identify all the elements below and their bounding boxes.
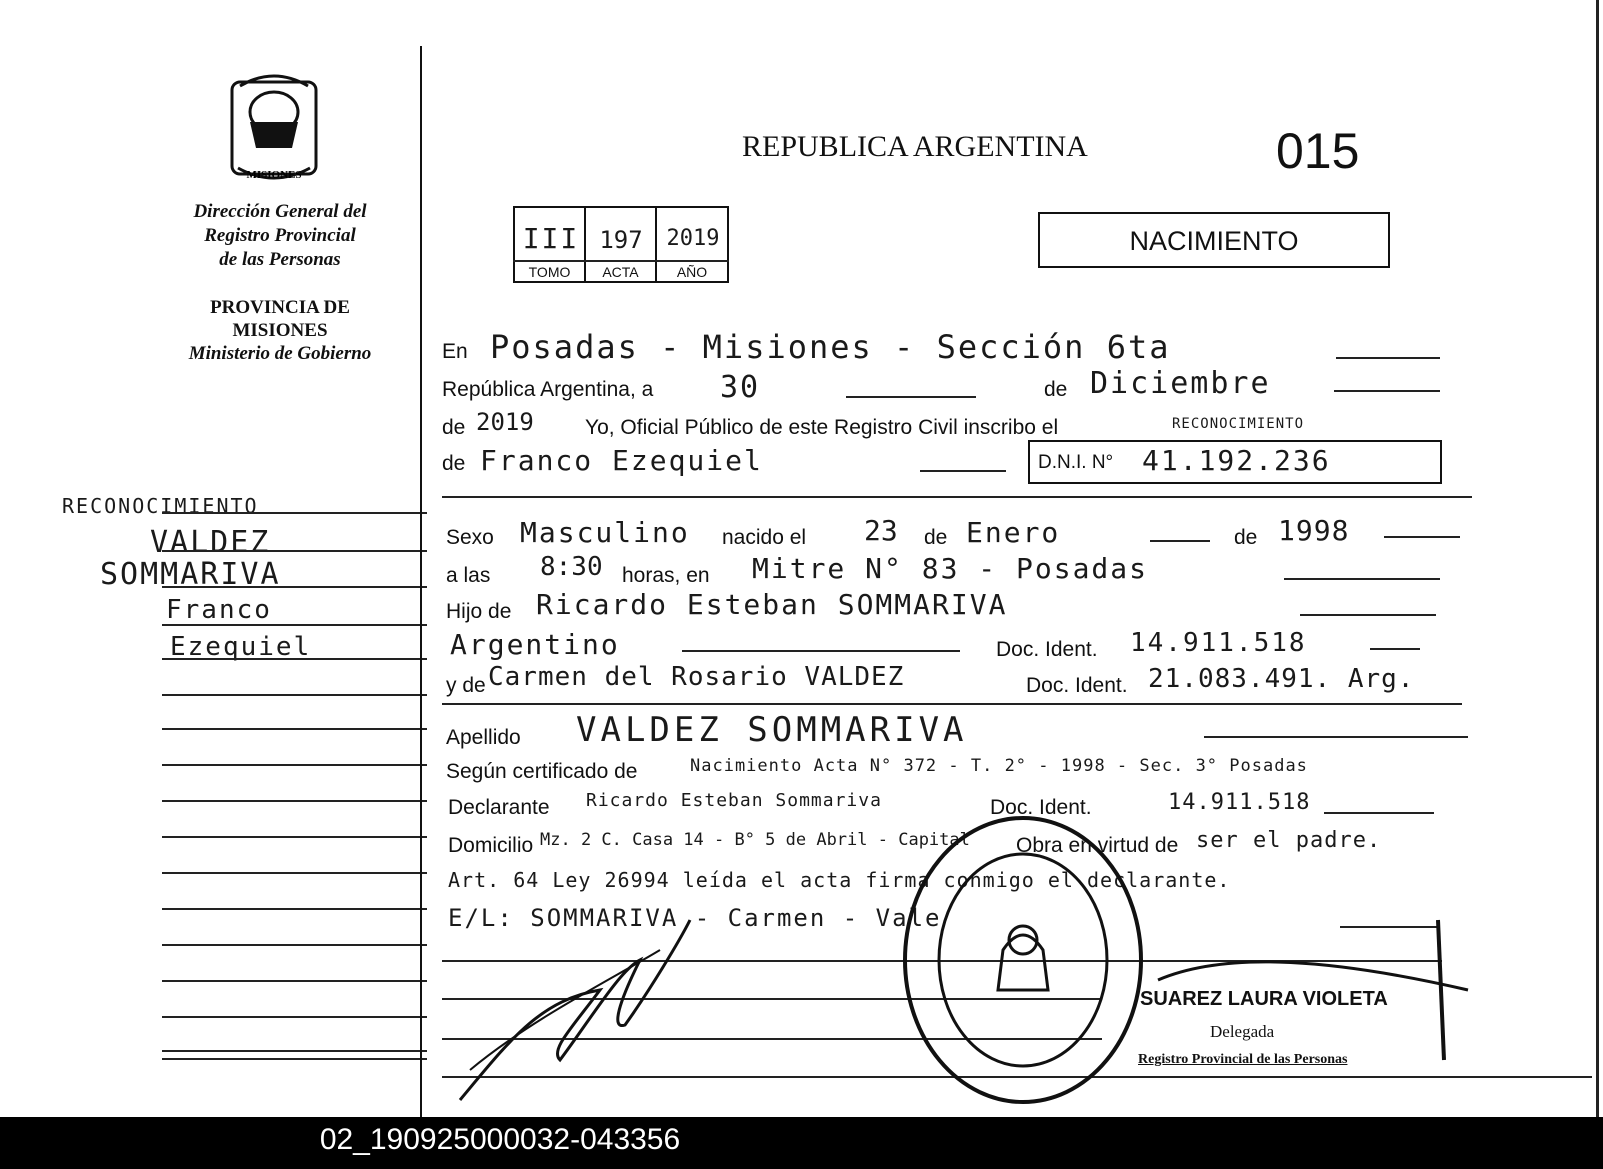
margin-line [162, 908, 427, 910]
section-divider [442, 496, 1472, 498]
document-type-box [1038, 212, 1390, 268]
act-type-value: RECONOCIMIENTO [1172, 416, 1305, 432]
dni-value: 41.192.236 [1142, 444, 1331, 477]
horas-label: horas, en [622, 564, 710, 587]
office-line: Registro Provincial [204, 225, 356, 246]
mother-doc-value: 21.083.491. Arg. [1148, 664, 1415, 694]
nacido-label: nacido el [722, 526, 807, 549]
declarant-doc-value: 14.911.518 [1168, 790, 1311, 815]
official-round-stamp [898, 810, 1148, 1110]
en-label: En [442, 340, 468, 363]
birth-time-value: 8:30 [540, 552, 603, 582]
provincial-seal-emblem [218, 72, 330, 188]
yo-text: Yo, Oficial Público de este Registro Civil inscribo el [585, 416, 1059, 439]
margin-line [162, 1016, 427, 1018]
doc-label: Doc. Ident. [996, 638, 1098, 661]
fill-line [1370, 648, 1420, 650]
yde-label: y de [446, 674, 486, 697]
margin-line [162, 586, 427, 588]
province-heading [150, 296, 410, 365]
de3-label: de [442, 452, 466, 475]
anio-label: AÑO [676, 264, 708, 280]
segun-label: Según certificado de [446, 760, 638, 783]
alas-label: a las [446, 564, 491, 587]
official-title: Delegada [1210, 1022, 1275, 1041]
declarante-label: Declarante [448, 796, 550, 819]
mother-value: Carmen del Rosario VALDEZ [488, 662, 905, 692]
page-edge [1596, 0, 1599, 1118]
page-number: 015 [1276, 123, 1360, 179]
fill-line [1384, 536, 1460, 538]
doc3-label: Doc. Ident. [990, 796, 1092, 819]
handwritten-note: Art. 64 Ley 26994 leída el acta firma conmigo el declarante. [448, 868, 1231, 892]
acta-value: 197 [599, 226, 643, 254]
file-id: 02_190925000032-043356 [319, 1123, 681, 1156]
province-line: MISIONES [232, 320, 328, 341]
margin-note-line: Ezequiel [170, 632, 312, 662]
office-heading [150, 200, 410, 272]
office-line: Dirección General del [193, 201, 367, 222]
month-value: Diciembre [1090, 366, 1271, 401]
margin-line [162, 764, 427, 766]
birth-year-value: 1998 [1278, 514, 1350, 547]
fill-line [1336, 357, 1440, 359]
margin-line [162, 944, 427, 946]
section-divider [442, 703, 1462, 705]
declarant-value: Ricardo Esteban Sommariva [586, 790, 882, 811]
tomo-label: TOMO [528, 264, 571, 280]
dni-label: D.N.I. N° [1038, 452, 1114, 473]
margin-note-line: SOMMARIVA [100, 557, 281, 592]
column-divider [420, 46, 422, 1118]
fill-line [1284, 578, 1440, 580]
obra-label: Obra en virtud de [1016, 834, 1179, 857]
margin-line [162, 1058, 427, 1060]
republica-label: República Argentina, a [442, 378, 654, 401]
margin-line [162, 624, 427, 626]
handwritten-note: E/L: SOMMARIVA - Carmen - Vale [448, 904, 942, 932]
anio-value: 2019 [666, 226, 720, 251]
birth-month-value: Enero [966, 516, 1061, 549]
margin-line [162, 512, 427, 514]
sexo-value: Masculino [520, 516, 690, 549]
office-line: de las Personas [219, 249, 341, 270]
margin-line [162, 836, 427, 838]
province-line: PROVINCIA DE [210, 297, 350, 318]
doc2-label: Doc. Ident. [1026, 674, 1128, 697]
margin-line [162, 872, 427, 874]
footer-bar [0, 1117, 1603, 1169]
margin-line [162, 980, 427, 982]
tomo-value: III [522, 222, 580, 255]
fill-line [1324, 812, 1434, 814]
hijo-label: Hijo de [446, 600, 512, 623]
fill-line [920, 470, 1006, 472]
name-value: Franco Ezequiel [480, 444, 763, 477]
declarant-signature [450, 880, 700, 1120]
margin-line [162, 1050, 427, 1052]
margin-line [162, 800, 427, 802]
fill-line [1150, 540, 1210, 542]
document-type: NACIMIENTO [1129, 226, 1299, 256]
father-doc-value: 14.911.518 [1130, 628, 1307, 658]
day-value: 30 [720, 370, 761, 405]
certificate-value: Nacimiento Acta N° 372 - T. 2° - 1998 - Sec. 3° Posadas [690, 756, 1308, 776]
margin-line [162, 728, 427, 730]
reason-value: ser el padre. [1196, 828, 1382, 853]
apellido-label: Apellido [446, 726, 521, 749]
margin-note-line: RECONOCIMIENTO [62, 494, 259, 518]
country-title: REPUBLICA ARGENTINA [742, 130, 1088, 163]
margin-line [162, 550, 427, 552]
margin-line [162, 658, 427, 660]
de-label: de [1044, 378, 1068, 401]
birth-place-value: Mitre N° 83 - Posadas [752, 552, 1149, 585]
fill-line [682, 650, 960, 652]
fill-line [846, 396, 976, 398]
year-value: 2019 [476, 408, 534, 436]
birth-day-value: 23 [864, 514, 898, 547]
fill-line [1204, 736, 1468, 738]
official-name: SUAREZ LAURA VIOLETA [1140, 988, 1388, 1010]
surname-value: VALDEZ SOMMARIVA [576, 710, 968, 750]
seal-caption: MISIONES [246, 169, 302, 181]
official-office: Registro Provincial de las Personas [1138, 1052, 1348, 1067]
margin-line [162, 694, 427, 696]
address-value: Mz. 2 C. Casa 14 - B° 5 de Abril - Capital [540, 830, 970, 850]
ministry-line: Ministerio de Gobierno [188, 343, 372, 364]
de5-label: de [1234, 526, 1258, 549]
father-nationality-value: Argentino [450, 628, 620, 661]
domicilio-label: Domicilio [448, 834, 534, 857]
record-caption-rule [513, 260, 729, 262]
sexo-label: Sexo [446, 526, 494, 549]
fill-line [1334, 390, 1440, 392]
margin-note-line: VALDEZ [150, 525, 271, 560]
place-value: Posadas - Misiones - Sección 6ta [490, 328, 1171, 366]
dni-box [1028, 440, 1442, 484]
margin-note-line: Franco [166, 595, 272, 625]
father-value: Ricardo Esteban SOMMARIVA [536, 588, 1008, 621]
acta-label: ACTA [602, 264, 639, 280]
fill-line [1300, 614, 1436, 616]
de4-label: de [924, 526, 948, 549]
de2-label: de [442, 416, 466, 439]
